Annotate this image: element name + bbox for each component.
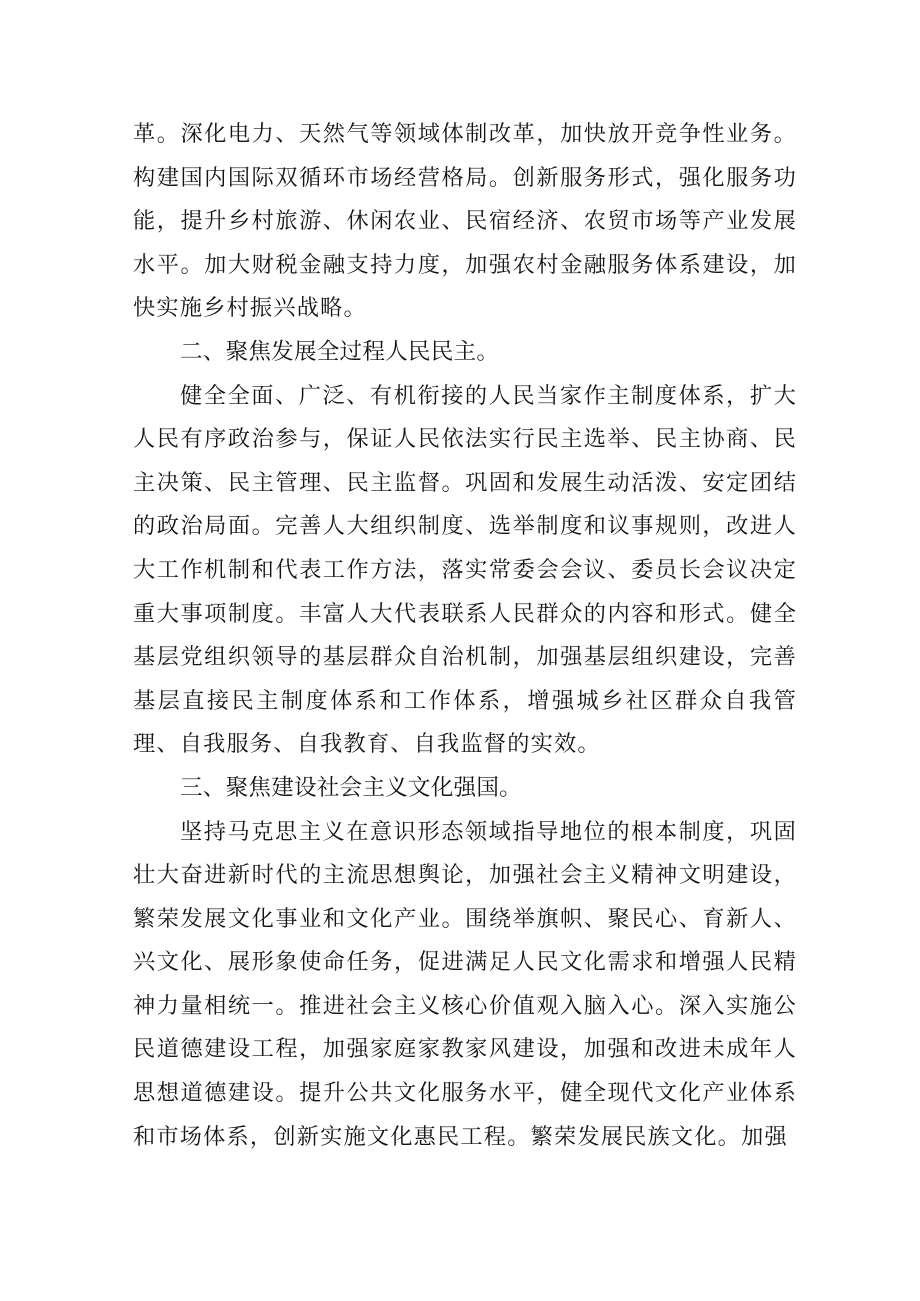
paragraph-culture: 坚持马克思主义在意识形态领域指导地位的根本制度，巩固壮大奋进新时代的主流思想舆论，加强社会主义精神文明建设，繁荣发展文化事业和文化产业。围绕举旗帜、聚民心、育新人、兴文化、展形象使命任务，促进满足人民文化需求和增强人民精神力量相统一。推进社会主义核心价值观入脑入心。深入实施公民道德建设工程，加强家庭家教家风建设，加强和改进未成年人思想道德建设。提升公共文化服务水平，健全现代文化产业体系和市场体系，创新实施文化惠民工程。繁荣发展民族文化。加强 xyxy=(133,818,797,1150)
paragraph-reform-continuation: 革。深化电力、天然气等领域体制改革，加快放开竞争性业务。构建国内国际双循环市场经营格局。创新服务形式，强化服务功能，提升乡村旅游、休闲农业、民宿经济、农贸市场等产业发展水平。加大财税金融支持力度，加强农村金融服务体系建设，加快实施乡村振兴战略。 xyxy=(133,121,797,322)
paragraph-democracy: 健全全面、广泛、有机衔接的人民当家作主制度体系，扩大人民有序政治参与，保证人民依法实行民主选举、民主协商、民主决策、民主管理、民主监督。巩固和发展生动活泼、安定团结的政治局面。完善人大组织制度、选举制度和议事规则，改进人大工作机制和代表工作方法，落实常委会会议、委员长会议决定重大事项制度。丰富人大代表联系人民群众的内容和形式。健全基层党组织领导的基层群众自治机制，加强基层组织建设，完善基层直接民主制度体系和工作体系，增强城乡社区群众自我管理、自我服务、自我教育、自我监督的实效。 xyxy=(133,382,797,758)
section-heading-2: 二、聚焦发展全过程人民民主。 xyxy=(180,338,500,365)
section-heading-3: 三、聚焦建设社会主义文化强国。 xyxy=(180,774,522,801)
document-body xyxy=(133,113,797,1159)
